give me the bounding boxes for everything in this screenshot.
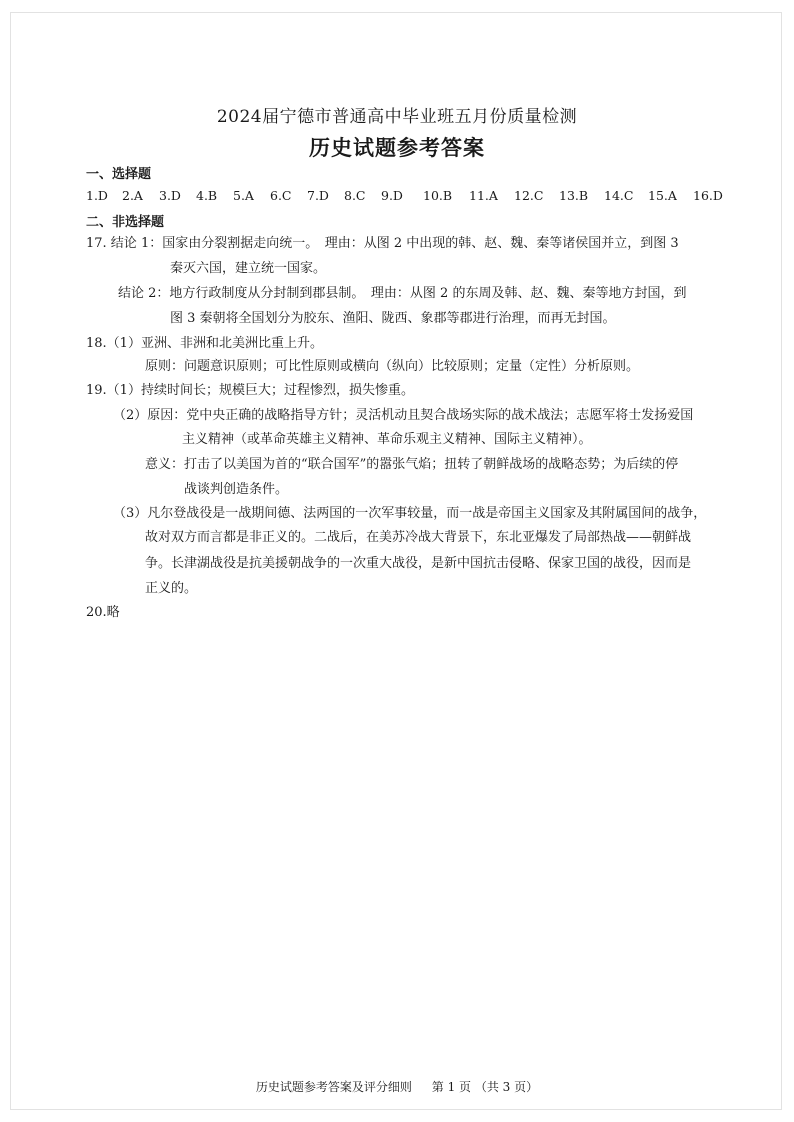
mc-answer: 9.D bbox=[381, 188, 403, 203]
answer-line: 意义：打击了以美国为首的“联合国军”的嚣张气焰；扭转了朝鲜战场的战略态势；为后续的停 bbox=[145, 457, 679, 472]
mc-answer: 14.C bbox=[604, 188, 634, 203]
mc-answer: 2.A bbox=[122, 188, 143, 203]
answer-line: 19.（1）持续时间长；规模巨大；过程惨烈，损失惨重。 bbox=[86, 383, 414, 398]
answer-line: 17. 结论 1：国家由分裂割据走向统一。 理由：从图 2 中出现的韩、赵、魏、秦等诸侯国并立，到图 3 bbox=[86, 236, 679, 251]
answer-line: 图 3 秦朝将全国划分为胶东、渔阳、陇西、象郡等郡进行治理，而再无封国。 bbox=[170, 311, 616, 326]
footer-label: 历史试题参考答案及评分细则 bbox=[255, 1080, 412, 1094]
answer-line: 结论 2：地方行政制度从分封制到郡县制。 理由：从图 2 的东周及韩、赵、魏、秦等地方封国，到 bbox=[118, 286, 687, 301]
answer-line: 秦灭六国，建立统一国家。 bbox=[170, 261, 327, 276]
mc-answer: 5.A bbox=[233, 188, 254, 203]
footer-page-number: 第 1 页 （共 3 页） bbox=[431, 1080, 539, 1094]
page-title: 2024届宁德市普通高中毕业班五月份质量检测 bbox=[216, 107, 578, 127]
answer-line: 原则：问题意识原则；可比性原则或横向（纵向）比较原则；定量（定性）分析原则。 bbox=[145, 359, 640, 374]
mc-answer: 16.D bbox=[693, 188, 723, 203]
answer-line: 故对双方而言都是非正义的。二战后，在美苏冷战大背景下，东北亚爆发了局部热战——朝鲜战 bbox=[145, 530, 692, 545]
mc-answer: 3.D bbox=[159, 188, 181, 203]
mc-answer: 12.C bbox=[514, 188, 544, 203]
mc-answer: 6.C bbox=[270, 188, 292, 203]
mc-answer: 13.B bbox=[559, 188, 589, 203]
answer-line: 20.略 bbox=[86, 605, 120, 620]
page-subtitle: 历史试题参考答案 bbox=[309, 135, 485, 160]
section-heading-choice: 一、选择题 bbox=[86, 167, 152, 182]
answer-line: （3）凡尔登战役是一战期间德、法两国的一次军事较量，而一战是帝国主义国家及其附属国间的战争， bbox=[113, 506, 707, 521]
mc-answer: 15.A bbox=[648, 188, 677, 203]
answer-line: 主义精神（或革命英雄主义精神、革命乐观主义精神、国际主义精神）。 bbox=[182, 432, 592, 447]
mc-answer: 10.B bbox=[423, 188, 453, 203]
answer-line: 正义的。 bbox=[145, 581, 198, 596]
answer-line: （2）原因：党中央正确的战略指导方针；灵活机动且契合战场实际的战术战法；志愿军将士发扬爱国 bbox=[113, 408, 694, 423]
mc-answer-row bbox=[86, 188, 733, 203]
mc-answer: 1.D bbox=[86, 188, 108, 203]
section-heading-nonchoice: 二、非选择题 bbox=[86, 215, 165, 230]
page-footer bbox=[0, 1078, 794, 1095]
mc-answer: 8.C bbox=[344, 188, 366, 203]
mc-answer: 4.B bbox=[196, 188, 218, 203]
answer-line: 争。长津湖战役是抗美援朝战争的一次重大战役，是新中国抗击侵略、保家卫国的战役，因而是 bbox=[145, 556, 692, 571]
mc-answer: 11.A bbox=[469, 188, 498, 203]
answer-line: 18.（1）亚洲、非洲和北美洲比重上升。 bbox=[86, 336, 323, 351]
answer-line: 战谈判创造条件。 bbox=[184, 482, 289, 497]
mc-answer: 7.D bbox=[307, 188, 329, 203]
